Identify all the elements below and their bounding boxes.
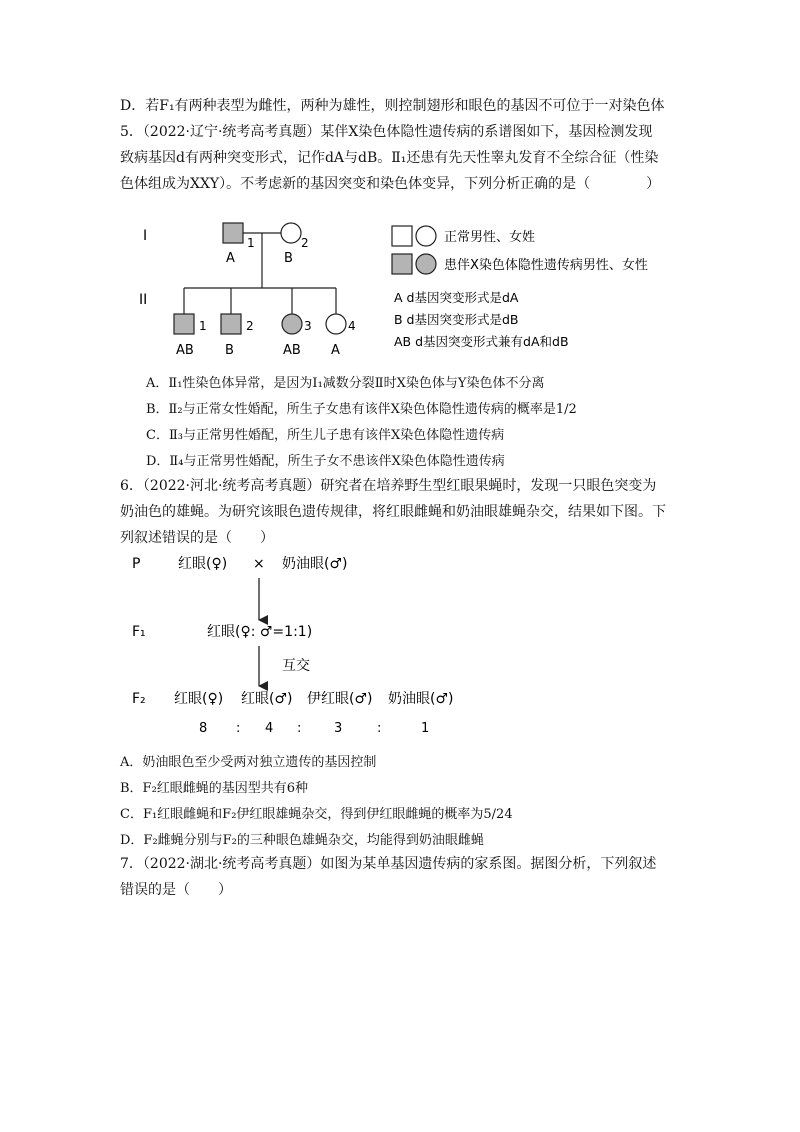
- pedigree-i2-number: 2: [301, 236, 309, 250]
- pedigree-ii1-affected-male: [174, 314, 194, 334]
- q7-stem-line-1: 7．（2022·湖北·统考高考真题）如图为某单基因遗传病的家系图。据图分析，下列叙述: [120, 856, 657, 872]
- pedigree-ii2-affected-male: [221, 314, 241, 334]
- pedigree-ii4-number: 4: [348, 319, 356, 333]
- f2-ratio-1: 8: [199, 721, 208, 736]
- q5-option-b: B．Ⅱ₂与正常女性婚配，所生子女患有该伴X染色体隐性遗传病的概率是1/2: [146, 402, 577, 417]
- pedigree-i2-normal-female: [281, 223, 301, 243]
- cross-f1-text: 红眼(♀: ♂=1:1): [207, 624, 313, 640]
- pedigree-ii4-normal-female: [326, 314, 346, 334]
- q7-stem-line-2: 错误的是（ ）: [120, 882, 232, 898]
- legend-affected-female-symbol: [416, 254, 436, 274]
- pedigree-i1-affected-male: [223, 223, 243, 243]
- f2-ratio-colon-2: :: [297, 721, 302, 736]
- cross-f2-label: F₂: [132, 691, 146, 707]
- q6-option-c: C．F₁红眼雌蝇和F₂伊红眼雄蝇杂交，得到伊红眼雌蝇的概率为5/24: [120, 807, 513, 822]
- pedigree-ii2-number: 2: [246, 319, 254, 333]
- pedigree-ii1-gene: AB: [176, 343, 194, 358]
- pedigree-ii3-number: 3: [304, 319, 312, 333]
- q5-stem-line-2: 致病基因d有两种突变形式，记作dA与dB。Ⅱ₁还患有先天性睾丸发育不全综合征（性染: [120, 150, 659, 166]
- f2-phenotype-red-male: 红眼(♂): [241, 691, 293, 707]
- legend-affected-male-symbol: [392, 254, 412, 274]
- generation-label-i: I: [143, 228, 148, 244]
- q6-stem-line-2: 奶油色的雄蝇。为研究该眼色遗传规律，将红眼雌蝇和奶油眼雄蝇杂交，结果如下图。下: [120, 504, 666, 520]
- f2-ratio-3: 3: [334, 721, 343, 736]
- q6-option-a: A．奶油眼色至少受两对独立遗传的基因控制: [120, 755, 377, 770]
- cross-reciprocal: 互交: [282, 658, 310, 674]
- legend-ab-text: AB d基因突变形式兼有dA和dB: [394, 334, 569, 349]
- f2-phenotype-red-female: 红眼(♀): [174, 691, 224, 707]
- f2-phenotype-cream-male: 奶油眼(♂): [388, 691, 454, 707]
- f2-ratio-2: 4: [265, 721, 274, 736]
- f2-ratio-colon-3: :: [377, 721, 382, 736]
- pedigree-i2-gene: B: [284, 251, 293, 266]
- pedigree-ii3-affected-female: [282, 314, 302, 334]
- pedigree-ii1-number: 1: [199, 319, 207, 333]
- cross-p-male: 奶油眼(♂): [282, 556, 348, 572]
- f2-ratio-colon-1: :: [236, 721, 241, 736]
- f2-ratio-4: 1: [421, 721, 430, 736]
- q5-option-c: C．Ⅱ₃与正常男性婚配，所生儿子患有该伴X染色体隐性遗传病: [146, 428, 505, 443]
- pedigree-i1-number: 1: [247, 236, 255, 250]
- pedigree-ii2-gene: B: [225, 343, 234, 358]
- legend-a-text: A d基因突变形式是dA: [394, 290, 519, 305]
- pedigree-ii4-gene: A: [331, 343, 340, 358]
- q5-stem-line-1: 5．（2022·辽宁·统考高考真题）某伴X染色体隐性遗传病的系谱图如下，基因检测发现: [120, 124, 653, 140]
- legend-normal-text: 正常男性、女姓: [444, 230, 536, 245]
- pedigree-i1-gene: A: [226, 251, 235, 266]
- pedigree-ii3-gene: AB: [283, 343, 301, 358]
- q5-option-d: D．Ⅱ₄与正常男性婚配，所生子女不患该伴X染色体隐性遗传病: [146, 454, 505, 469]
- cross-times: ×: [253, 556, 265, 572]
- pedigree-diagram: [0, 212, 800, 362]
- q5-option-a: A．Ⅱ₁性染色体异常，是因为Ⅰ₁减数分裂Ⅱ时X染色体与Y染色体不分离: [146, 376, 545, 391]
- q6-stem-line-1: 6．（2022·河北·统考高考真题）研究者在培养野生型红眼果蝇时，发现一只眼色突变为: [120, 478, 657, 494]
- legend-b-text: B d基因突变形式是dB: [394, 312, 519, 327]
- cross-p-female: 红眼(♀): [178, 556, 228, 572]
- legend-affected-text: 患伴X染色体隐性遗传病男性、女性: [444, 258, 648, 273]
- q4-option-d: D．若F₁有两种表型为雌性，两种为雄性，则控制翅形和眼色的基因不可位于一对染色体: [120, 98, 665, 114]
- cross-p-label: P: [132, 556, 141, 572]
- q6-stem-line-3: 列叙述错误的是（ ）: [120, 530, 274, 546]
- q6-option-b: B．F₂红眼雌蝇的基因型共有6种: [120, 781, 309, 796]
- legend-normal-male-symbol: [392, 226, 412, 246]
- cross-diagram: [0, 548, 800, 738]
- f2-phenotype-eosin-male: 伊红眼(♂): [307, 691, 373, 707]
- q6-option-d: D．F₂雌蝇分别与F₂的三种眼色雄蝇杂交，均能得到奶油眼雌蝇: [120, 833, 484, 848]
- q5-stem-line-3: 色体组成为XXY）。不考虑新的基因突变和染色体变异，下列分析正确的是（ ）: [120, 176, 661, 192]
- generation-label-ii: II: [139, 292, 148, 308]
- legend-normal-female-symbol: [416, 226, 436, 246]
- cross-f1-label: F₁: [132, 624, 146, 640]
